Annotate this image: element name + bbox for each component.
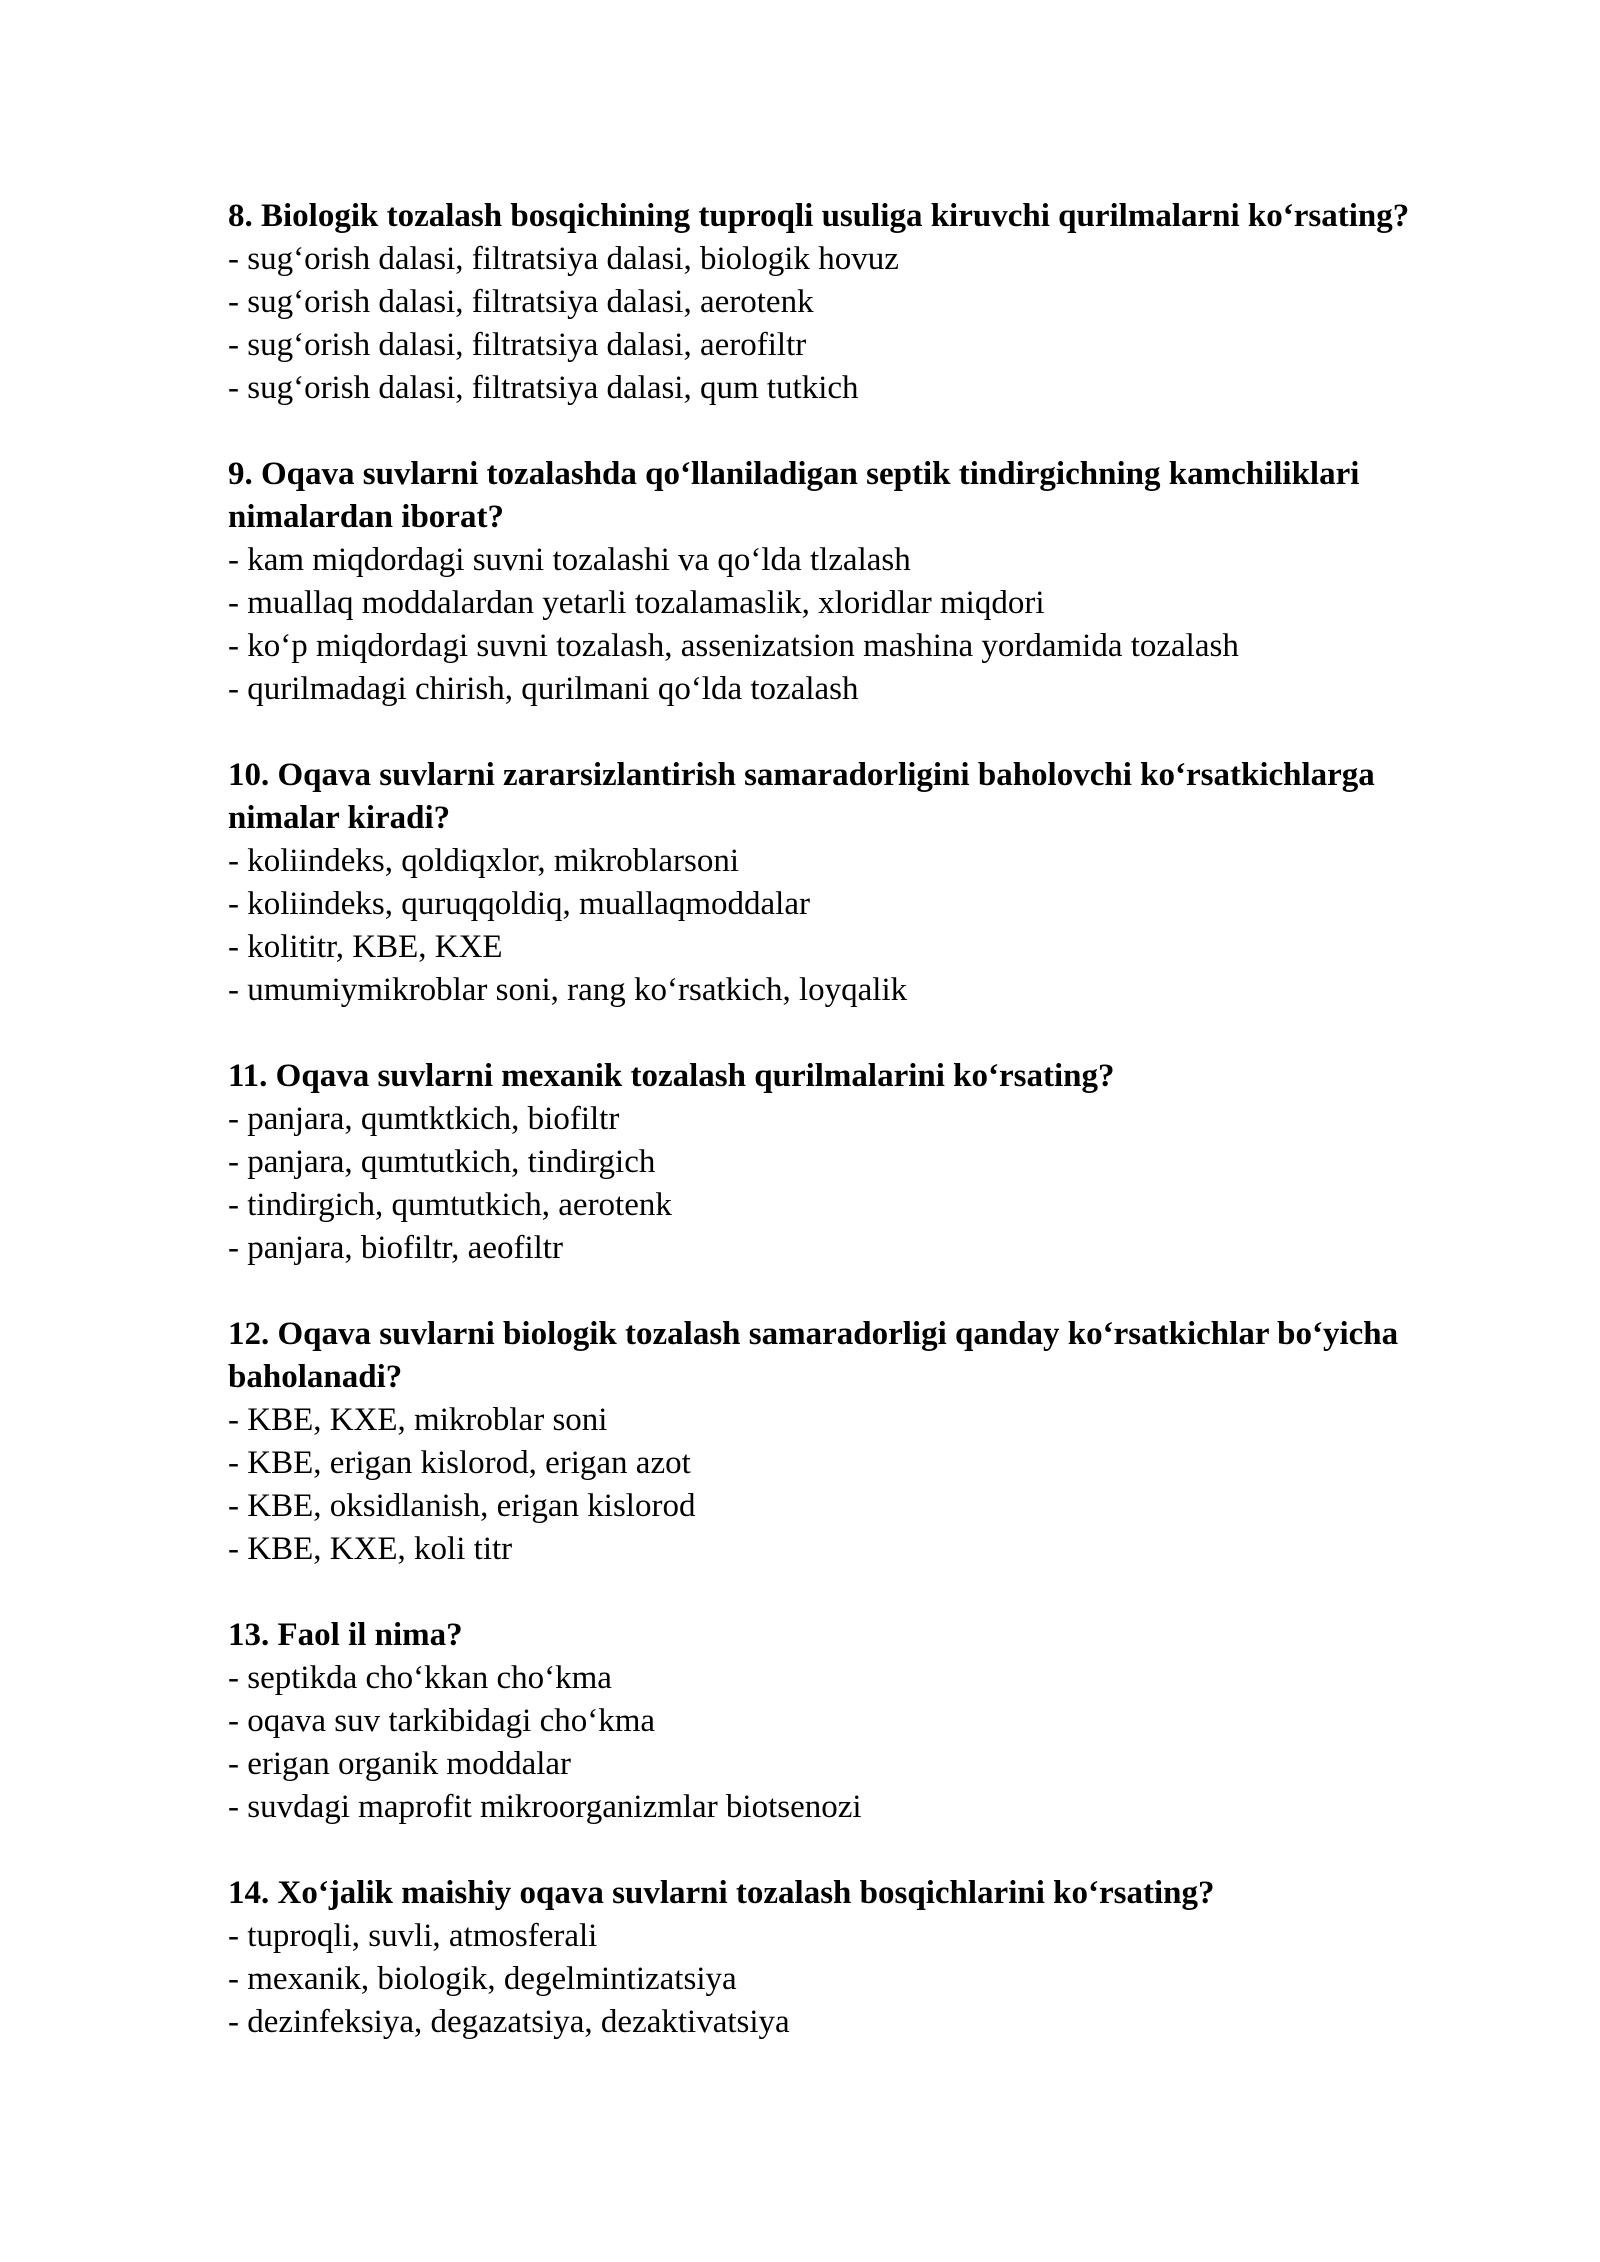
answer-option: - tindirgich, qumtutkich, aerotenk — [228, 1187, 672, 1223]
question-12 — [228, 1313, 1428, 1571]
question-title: 13. Faol il nima? — [228, 1617, 463, 1653]
question-title: 8. Biologik tozalash bosqichining tuproqli usuliga kiruvchi qurilmalarni ko‘rsating? — [228, 198, 1410, 234]
document-page — [228, 195, 1428, 2087]
answer-option: - panjara, qumtutkich, tindirgich — [228, 1144, 656, 1180]
answer-option: - KBE, erigan kislorod, erigan azot — [228, 1445, 691, 1481]
answer-list — [228, 1399, 1428, 1571]
question-11 — [228, 1055, 1428, 1270]
answer-option: - koliindeks, qoldiqxlor, mikroblarsoni — [228, 843, 740, 879]
question-13 — [228, 1614, 1428, 1829]
answer-option: - ko‘p miqdordagi suvni tozalash, assenizatsion mashina yordamida tozalash — [228, 628, 1239, 664]
answer-option: - sug‘orish dalasi, filtratsiya dalasi, biologik hovuz — [228, 241, 899, 277]
answer-option: - sug‘orish dalasi, filtratsiya dalasi, aerofiltr — [228, 327, 807, 363]
answer-list — [228, 1657, 1428, 1829]
question-14 — [228, 1872, 1428, 2044]
question-title: 11. Oqava suvlarni mexanik tozalash qurilmalarini ko‘rsating? — [228, 1058, 1115, 1094]
answer-option: - tuproqli, suvli, atmosferali — [228, 1918, 598, 1954]
question-title: 9. Oqava suvlarni tozalashda qo‘llaniladigan septik tindirgichning kamchiliklari nimalardan iborat? — [228, 456, 1360, 535]
answer-list — [228, 1915, 1428, 2044]
answer-option: - dezinfeksiya, degazatsiya, dezaktivatsiya — [228, 2004, 790, 2040]
answer-list — [228, 1098, 1428, 1270]
answer-option: - koliindeks, quruqqoldiq, muallaqmoddalar — [228, 886, 810, 922]
answer-option: - kam miqdordagi suvni tozalashi va qo‘lda tlzalash — [228, 542, 911, 578]
answer-option: - panjara, qumtktkich, biofiltr — [228, 1101, 620, 1137]
answer-option: - sug‘orish dalasi, filtratsiya dalasi, aerotenk — [228, 284, 814, 320]
answer-option: - panjara, biofiltr, aeofiltr — [228, 1230, 563, 1266]
answer-option: - erigan organik moddalar — [228, 1746, 572, 1782]
answer-list — [228, 238, 1428, 410]
answer-option: - suvdagi maprofit mikroorganizmlar biotsenozi — [228, 1789, 862, 1825]
answer-option: - KBE, KXE, mikroblar soni — [228, 1402, 608, 1438]
question-9 — [228, 453, 1428, 711]
answer-option: - septikda cho‘kkan cho‘kma — [228, 1660, 612, 1696]
answer-option: - KBE, KXE, koli titr — [228, 1531, 513, 1567]
answer-option: - umumiymikroblar soni, rang ko‘rsatkich, loyqalik — [228, 972, 908, 1008]
answer-option: - oqava suv tarkibidagi cho‘kma — [228, 1703, 656, 1739]
question-title: 12. Oqava suvlarni biologik tozalash samaradorligi qanday ko‘rsatkichlar bo‘yicha baholanadi? — [228, 1316, 1399, 1395]
answer-option: - kolititr, KBE, KXE — [228, 929, 503, 965]
answer-option: - muallaq moddalardan yetarli tozalamaslik, xloridlar miqdori — [228, 585, 1045, 621]
answer-option: - sug‘orish dalasi, filtratsiya dalasi, qum tutkich — [228, 370, 859, 406]
answer-list — [228, 840, 1428, 1012]
question-title: 14. Xo‘jalik maishiy oqava suvlarni tozalash bosqichlarini ko‘rsating? — [228, 1875, 1215, 1911]
question-10 — [228, 754, 1428, 1012]
answer-option: - qurilmadagi chirish, qurilmani qo‘lda tozalash — [228, 671, 859, 707]
answer-option: - mexanik, biologik, degelmintizatsiya — [228, 1961, 737, 1997]
answer-list — [228, 539, 1428, 711]
question-8 — [228, 195, 1428, 410]
question-title: 10. Oqava suvlarni zararsizlantirish samaradorligini baholovchi ko‘rsatkichlarga nimalar kiradi? — [228, 757, 1375, 836]
answer-option: - KBE, oksidlanish, erigan kislorod — [228, 1488, 696, 1524]
